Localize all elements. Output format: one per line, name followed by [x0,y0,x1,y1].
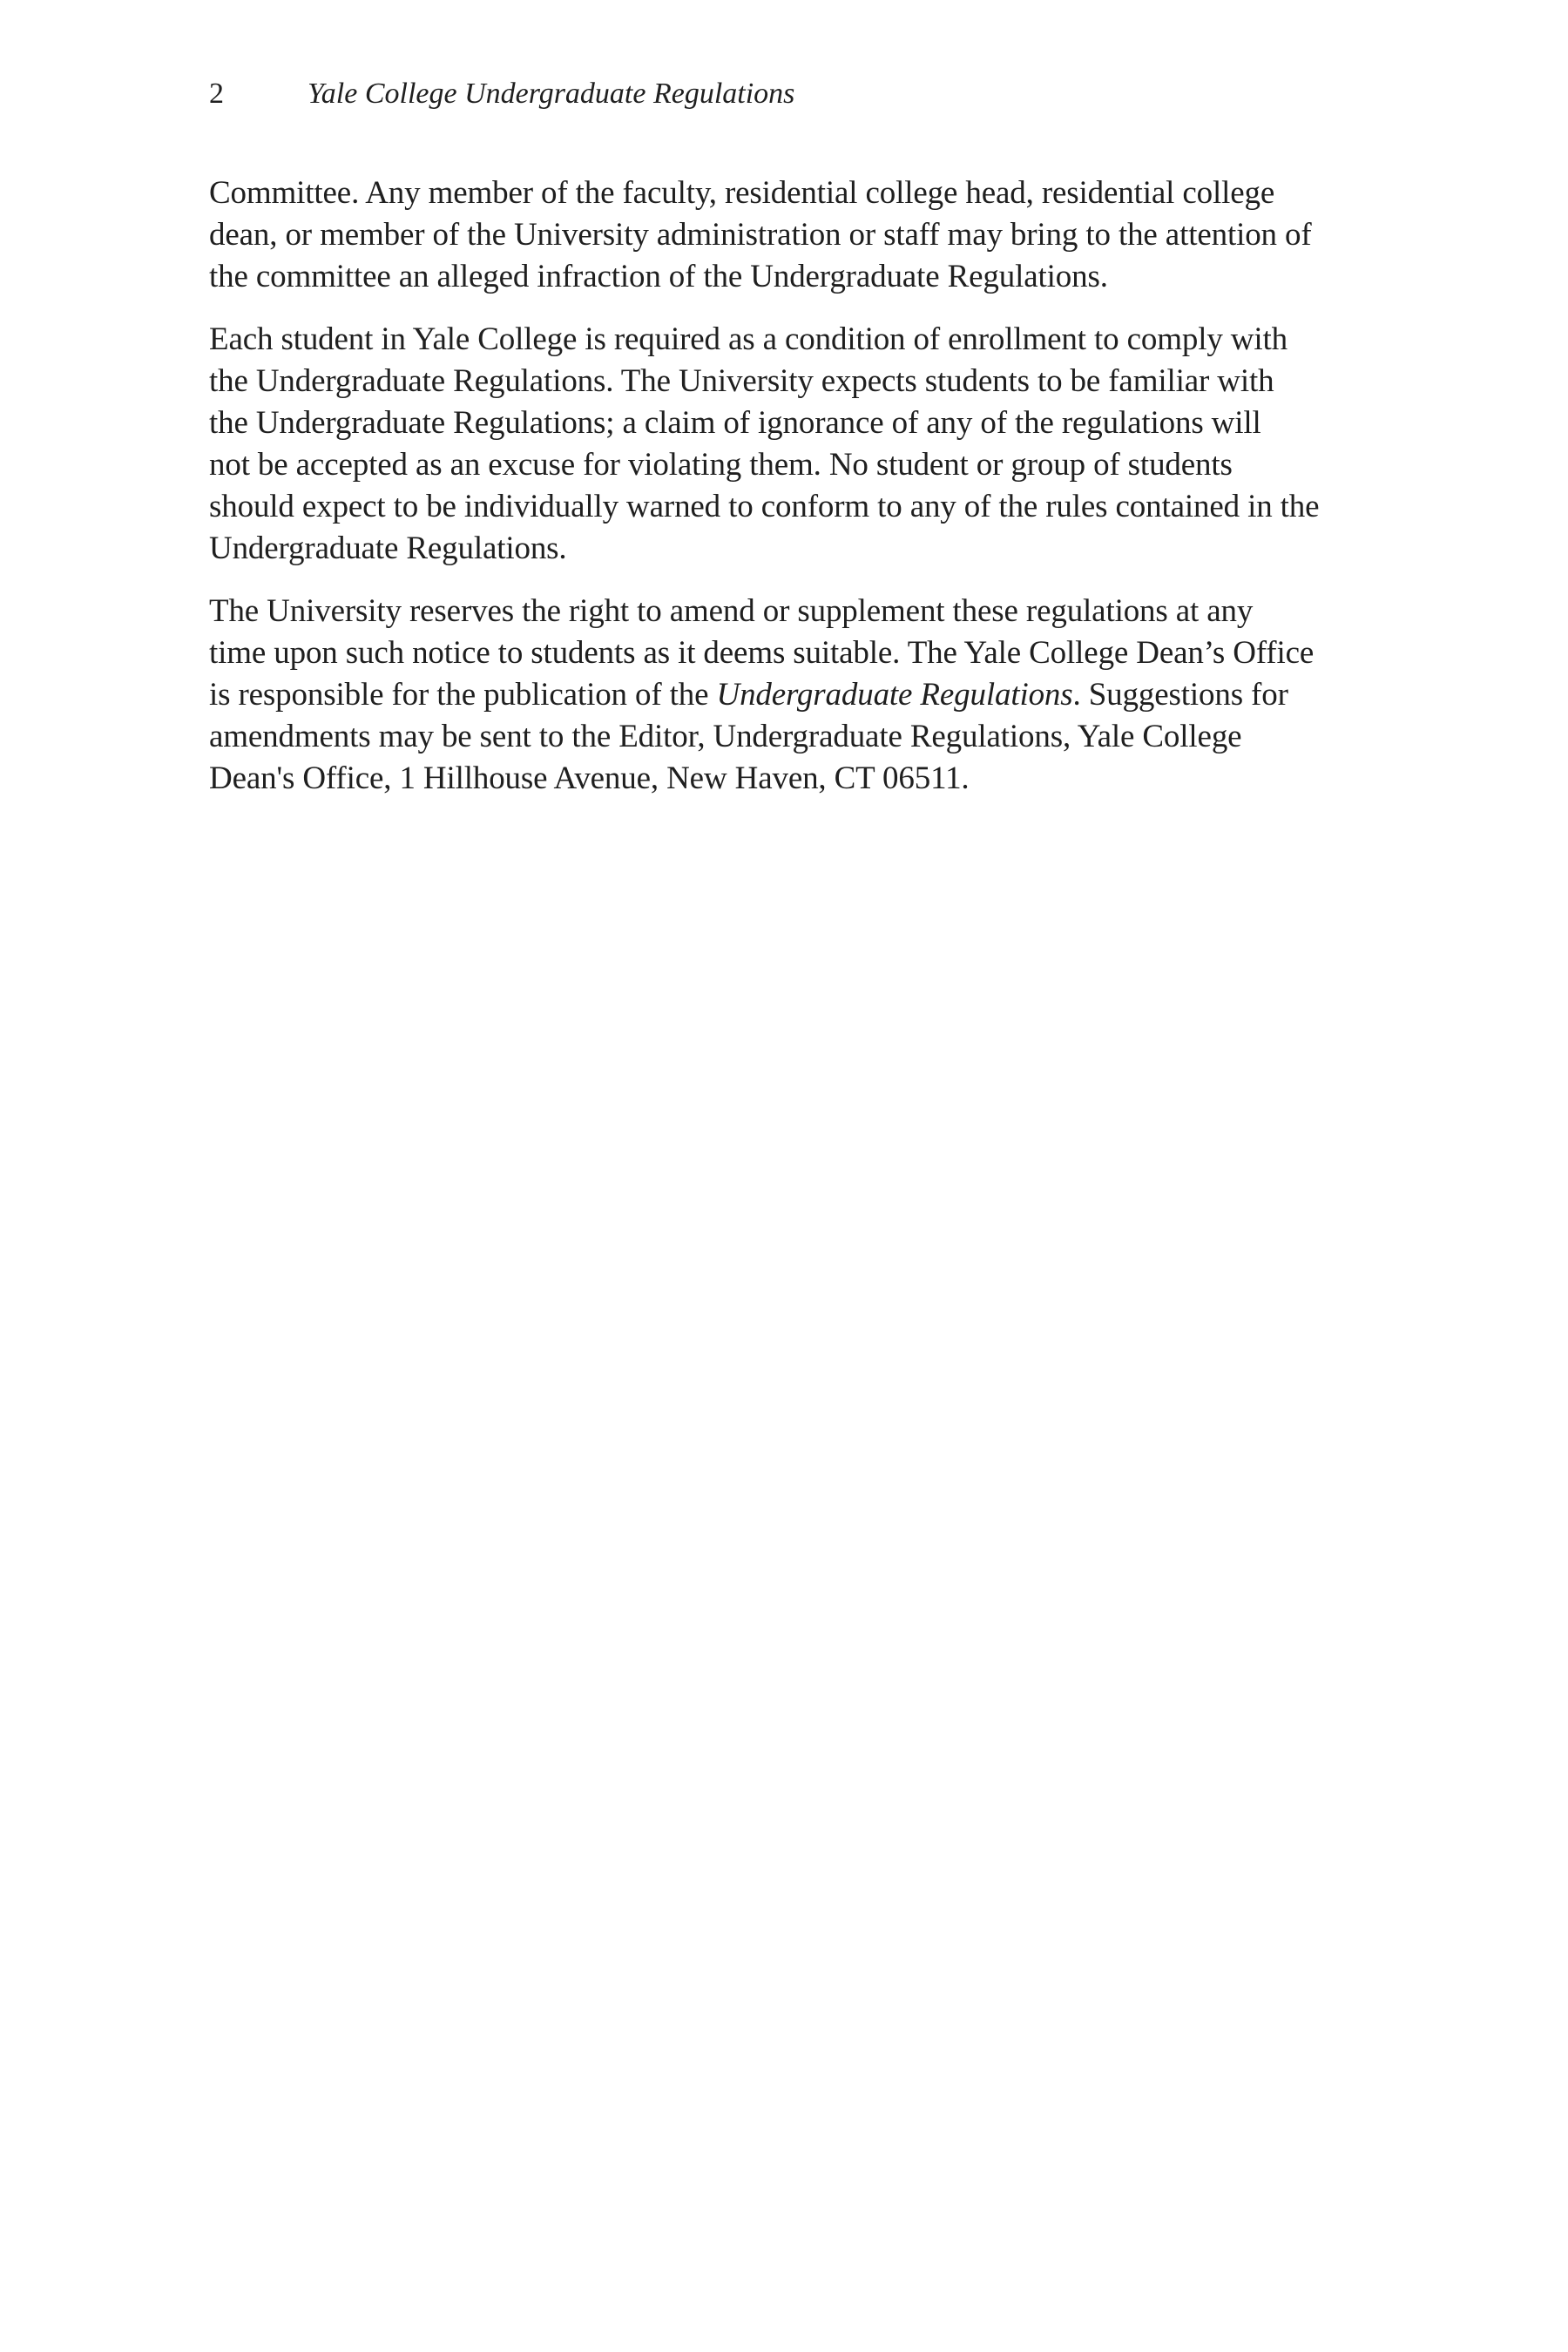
paragraph-3 [209,591,1359,800]
paragraph-text: is responsible for the publication of the [209,677,717,713]
paragraph-line: not be accepted as an excuse for violating them. No student or group of students [209,447,1233,483]
paragraph-text: . Suggestions for [1072,677,1288,713]
publication-title: Undergraduate Regulations [716,677,1073,713]
paragraph-line: dean, or member of the University administration or staff may bring to the attention of [209,217,1312,253]
running-header [209,73,1359,115]
paragraph-line: The University reserves the right to amend or supplement these regulations at any [209,593,1254,629]
paragraph-1 [209,172,1359,298]
paragraph-line: Dean's Office, 1 Hillhouse Avenue, New Haven, CT 06511. [209,760,970,796]
paragraph-line-with-italic-title [209,674,1359,716]
paragraph-line: Undergraduate Regulations. [209,531,567,566]
body-text [209,172,1359,821]
page-number: 2 [209,78,224,110]
paragraph-line: the Undergraduate Regulations; a claim of ignorance of any of the regulations will [209,405,1261,441]
paragraph-line: time upon such notice to students as it deems suitable. The Yale College Dean’s Office [209,635,1315,671]
paragraph-line: amendments may be sent to the Editor, Undergraduate Regulations, Yale College [209,719,1242,754]
paragraph-line: the committee an alleged infraction of the Undergraduate Regulations. [209,259,1108,294]
paragraph-line: Committee. Any member of the faculty, residential college head, residential college [209,175,1275,211]
running-title: Yale College Undergraduate Regulations [308,78,795,110]
paragraph-line: should expect to be individually warned to conform to any of the rules contained in the [209,489,1320,524]
paragraph-line: Each student in Yale College is required as a condition of enrollment to comply with [209,321,1288,357]
paragraph-2 [209,319,1359,570]
paragraph-line: the Undergraduate Regulations. The University expects students to be familiar with [209,363,1274,399]
